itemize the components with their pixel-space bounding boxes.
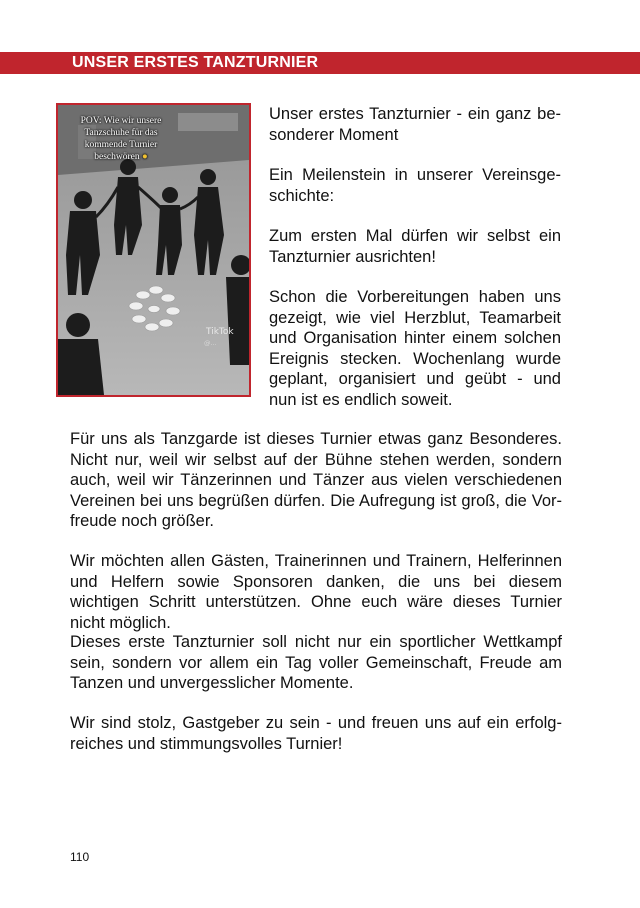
body-paragraph-1-text: Für uns als Tanzgarde ist dieses Turnier etwas ganz Besonderes. Nicht nur, weil wir selbst auf der Bühne stehen werden, sondern auch, weil wir Tänzerinnen und Tänzer aus vielen verschiedenen Vereinen bei uns begrüßen dürfen. Die Aufregung ist groß, die Vorfreude noch größer. <box>70 430 562 530</box>
side-paragraph-1-text: Unser erstes Tanzturnier - ein ganz besonderer Moment <box>269 105 561 144</box>
body-paragraph-4-text: Wir sind stolz, Gastgeber zu sein - und freuen uns auf ein erfolgreiches und stimmungsvolles Turnier! <box>70 714 562 753</box>
tiktok-username: @... <box>204 339 217 347</box>
side-paragraph-4-text: Schon die Vorbereitungen haben uns gezeigt, wie viel Herzblut, Teamarbeit und Organisation hinter einem solchen Ereignis stecken. Wochenlang wurde geplant, organisiert und geübt - und nun ist es endlich soweit. <box>269 288 561 409</box>
body-paragraph-3-text: Dieses erste Tanzturnier soll nicht nur ein sportlicher Wettkampf sein, sondern vor allem ein Tag voller Gemeinschaft, Freude am Tanzen und unvergesslicher Momente. <box>70 633 562 692</box>
tiktok-photo <box>56 103 251 397</box>
side-paragraph-2-text: Ein Meilenstein in unserer Vereinsgeschichte: <box>269 166 561 205</box>
tiktok-logo: TikTok <box>206 327 234 337</box>
body-paragraph-2-text: Wir möchten allen Gästen, Trainerinnen und Trainern, Helferinnen und Helfern sowie Sponsoren danken, die uns bei diesem wichtigen Schritt unterstützen. Ohne euch wäre dieses Turnier nicht möglich. <box>70 552 562 632</box>
side-paragraph-2 <box>269 165 561 206</box>
page-number: 110 <box>70 850 90 864</box>
body-paragraph-3 <box>70 632 562 694</box>
title-banner <box>0 52 640 74</box>
side-paragraph-1 <box>269 104 561 145</box>
photo-caption-text: POV: Wie wir unsere Tanzschuhe für das kommende Turnier beschwören <box>80 116 162 162</box>
page-title: UNSER ERSTES TANZTURNIER <box>72 54 319 71</box>
side-paragraph-3 <box>269 226 561 267</box>
side-paragraph-3-text: Zum ersten Mal dürfen wir selbst ein Tanzturnier ausrichten! <box>269 227 561 266</box>
body-paragraph-1 <box>70 429 562 532</box>
photo-caption <box>66 115 176 163</box>
emoji-icon: ● <box>142 152 148 162</box>
body-paragraph-2 <box>70 551 562 633</box>
side-paragraph-4 <box>269 287 561 410</box>
body-paragraph-4 <box>70 713 562 754</box>
